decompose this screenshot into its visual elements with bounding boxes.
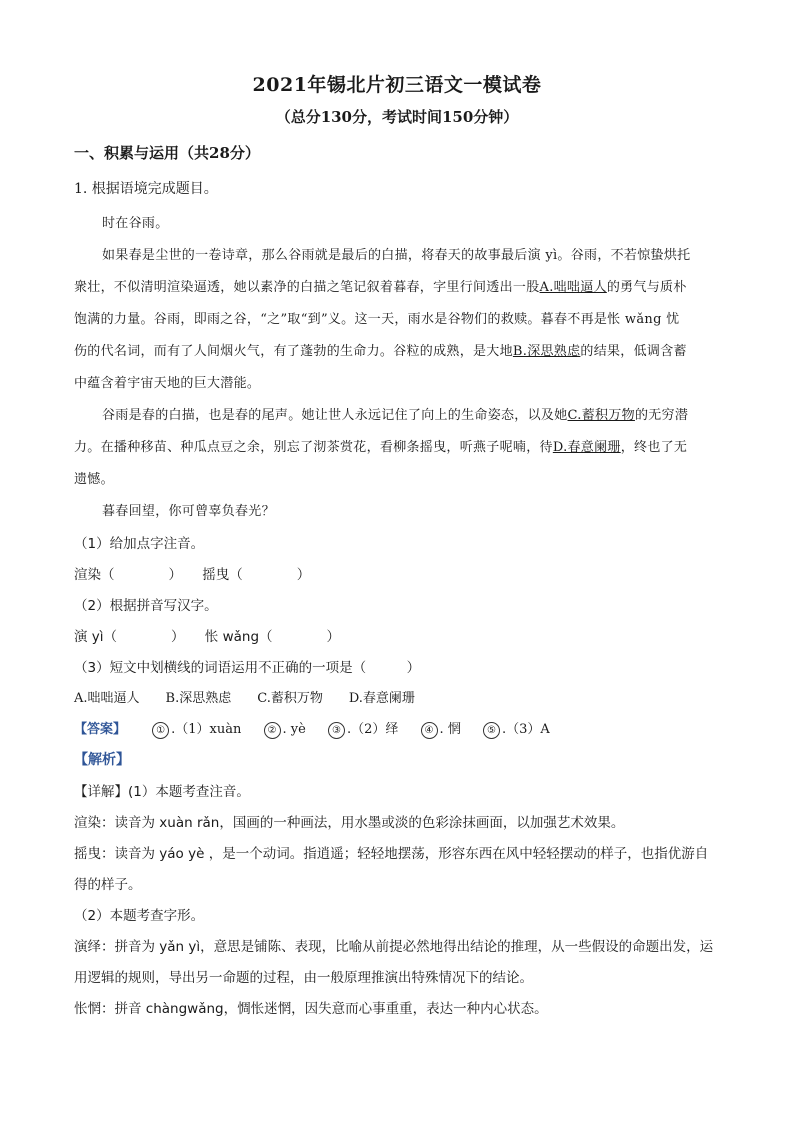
answer-text: .（1）xuàn	[171, 722, 242, 737]
page-title: 2021年锡北片初三语文一模试卷	[252, 74, 542, 96]
answer-item	[483, 718, 550, 739]
sub-question-1-blanks: 渲染（ ） 摇曳（ ）	[74, 567, 311, 583]
answer-text: .（3）A	[501, 722, 550, 737]
answer-number: ⑤	[483, 722, 500, 739]
passage-line	[74, 276, 687, 295]
answer-item	[328, 718, 398, 739]
sub-question-3: （3）短文中划横线的词语运用不正确的一项是（ ）	[74, 660, 421, 676]
passage-line	[74, 340, 687, 359]
passage-line: 遗憾。	[74, 472, 114, 487]
answer-row	[74, 718, 568, 739]
sub-question-2: （2）根据拼音写汉字。	[74, 598, 218, 614]
passage-line	[102, 404, 688, 423]
underlined-term-d: D.春意阑珊	[552, 440, 621, 455]
explanation-line: 演绎：拼音为 yǎn yì，意思是铺陈、表现，比喻从前提必然地得出结论的推理，从一些假设的命题出发，运	[74, 939, 714, 955]
question-1: 1. 根据语境完成题目。	[74, 181, 218, 197]
passage-text: 衆壮，不似清明渲染逼透，她以素净的白描之笔记叙着暮春，字里行间透出一股	[74, 280, 540, 295]
answer-text: . 惘	[439, 722, 461, 737]
passage-line: 饱满的力量。谷雨，即雨之谷，“之”取“到”义。这一天，雨水是谷物们的救赎。暮春不再是怅 wǎng 忧	[74, 312, 680, 327]
passage-text: 谷雨是春的白描，也是春的尾声。她让世人永远记住了向上的生命姿态，以及她	[102, 408, 568, 423]
passage-text: 的结果，低调含蓄	[580, 344, 687, 359]
explanation-line: 渲染：读音为 xuàn rǎn，国画的一种画法，用水墨或淡的色彩涂抹画面，以加强艺术效果。	[74, 815, 625, 831]
sub-question-1: （1）给加点字注音。	[74, 536, 205, 552]
section-heading: 一、积累与运用（共28分）	[74, 144, 260, 162]
answer-number: ②	[264, 722, 281, 739]
passage-text: 的勇气与质朴	[606, 280, 687, 295]
passage-line: 如果春是尘世的一卷诗章，那么谷雨就是最后的白描，将春天的故事最后演 yì。谷雨，不若惊蛰烘托	[102, 248, 691, 263]
answer-item	[152, 718, 241, 739]
explanation-line: 用逻辑的规则，导出另一命题的过程，由一般原理推演出特殊情况下的结论。	[74, 970, 533, 986]
analysis-label: 【解析】	[74, 752, 130, 768]
answer-text: .（2）绎	[346, 722, 399, 737]
explanation-line: 怅惘：拼音 chàngwǎng，惆怅迷惘，因失意而心事重重，表达一种内心状态。	[74, 1001, 548, 1017]
answer-label: 【答案】	[74, 722, 127, 737]
passage-line	[74, 436, 687, 455]
answer-number: ①	[152, 722, 169, 739]
passage-text: 伤的代名词，而有了人间烟火气，有了蓬勃的生命力。谷粒的成熟，是大地	[74, 344, 513, 359]
answer-options: A.咄咄逼人 B.深思熟虑 C.蓄积万物 D.春意阑珊	[74, 691, 415, 706]
passage-line: 暮春回望，你可曾辜负春光？	[102, 504, 275, 519]
answer-text: . yè	[282, 722, 306, 737]
explanation-line: 摇曳：读音为 yáo yè ，是一个动词。指逍遥；轻轻地摆荡，形容东西在风中轻轻摆动的样子，也指优游自	[74, 846, 709, 862]
answer-number: ③	[328, 722, 345, 739]
passage-line: 时在谷雨。	[102, 216, 169, 231]
detail-heading-2: （2）本题考查字形。	[74, 908, 205, 924]
underlined-term-c: C.蓄积万物	[567, 408, 635, 423]
explanation-line: 得的样子。	[74, 877, 142, 893]
passage-line: 中蕴含着宇宙天地的巨大潜能。	[74, 376, 261, 391]
sub-question-2-blanks: 演 yì（ ） 怅 wǎng（ ）	[74, 629, 341, 645]
passage-text: ，终也了无	[620, 440, 688, 455]
underlined-term-b: B.深思熟虑	[512, 344, 581, 359]
passage-text: 的无穷潜	[634, 408, 689, 423]
detail-heading: 【详解】(1）本题考查注音。	[74, 784, 250, 800]
page-subtitle: （总分130分，考试时间150分钟）	[275, 108, 519, 126]
underlined-term-a: A.咄咄逼人	[539, 280, 607, 295]
answer-number: ④	[421, 722, 438, 739]
answer-item	[264, 722, 306, 739]
answer-item	[421, 718, 461, 739]
passage-text: 力。在播种移苗、种瓜点豆之余，别忘了沏茶赏花，看柳条摇曳，听燕子呢喃，待	[74, 440, 553, 455]
